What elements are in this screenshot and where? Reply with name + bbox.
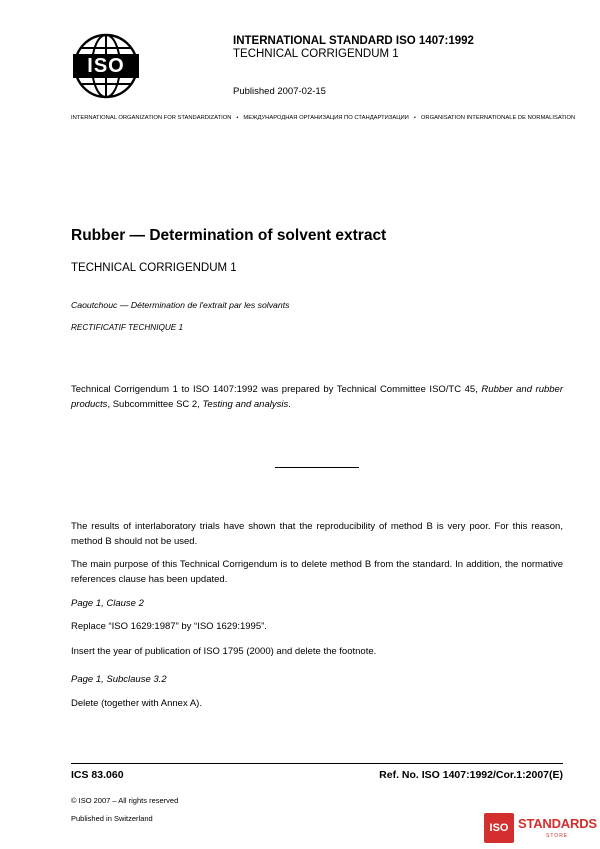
- standard-subtitle: TECHNICAL CORRIGENDUM 1: [233, 48, 399, 60]
- reference-number: Ref. No. ISO 1407:1992/Cor.1:2007(E): [379, 769, 563, 781]
- prep-text-c: .: [288, 399, 291, 410]
- iso-logo: [73, 33, 139, 99]
- instruction-insert: Insert the year of publication of ISO 1795 (2000) and delete the footnote.: [71, 646, 377, 657]
- section-heading-subclause-3-2: Page 1, Subclause 3.2: [71, 674, 167, 685]
- watermark-text: STANDARDS: [518, 816, 597, 831]
- iso-logo-text: ISO: [87, 55, 125, 77]
- watermark-badge: ISO: [484, 813, 514, 843]
- standards-store-watermark: [484, 813, 597, 843]
- instruction-replace: Replace “ISO 1629:1987” by “ISO 1629:1995”.: [71, 621, 267, 632]
- org-name-fr: ORGANISATION INTERNATIONALE DE NORMALISATION: [420, 115, 576, 121]
- preparation-paragraph: [71, 382, 563, 412]
- subcommittee-name: Testing and analysis: [202, 399, 289, 410]
- organization-names: [71, 115, 575, 121]
- prep-text-a: Technical Corrigendum 1 to ISO 1407:1992 was prepared by Technical Committee ISO/TC 45,: [71, 384, 482, 395]
- instruction-delete: Delete (together with Annex A).: [71, 698, 202, 709]
- watermark-sub: STORE: [546, 833, 569, 839]
- copyright-notice: © ISO 2007 – All rights reserved: [71, 796, 179, 805]
- footer-rule: [71, 763, 563, 764]
- standard-title: INTERNATIONAL STANDARD ISO 1407:1992: [233, 35, 474, 47]
- corrigendum-label-fr: RECTIFICATIF TECHNIQUE 1: [71, 323, 184, 332]
- published-date: Published 2007-02-15: [233, 86, 326, 97]
- corrigendum-label: TECHNICAL CORRIGENDUM 1: [71, 262, 237, 274]
- body-paragraph-2: The main purpose of this Technical Corrigendum is to delete method B from the standard. In addition, the normative references clause has been updated.: [71, 559, 563, 585]
- document-title: Rubber — Determination of solvent extract: [71, 227, 387, 244]
- body-paragraph-1: The results of interlaboratory trials have shown that the reproducibility of method B is very poor. For this reason, method B should not be used.: [71, 521, 563, 547]
- section-heading-clause-2: Page 1, Clause 2: [71, 598, 144, 609]
- center-divider: [275, 467, 359, 468]
- published-in: Published in Switzerland: [71, 814, 153, 823]
- committee-name: Rubber and rubber products: [71, 384, 564, 410]
- org-separator: •: [413, 115, 416, 121]
- org-separator: •: [236, 115, 239, 121]
- document-title-fr: Caoutchouc — Détermination de l'extrait par les solvants: [71, 300, 290, 310]
- prep-text-b: , Subcommittee SC 2,: [107, 399, 203, 410]
- ics-code: ICS 83.060: [71, 769, 124, 781]
- org-name-ru: МЕЖДУНАРОДНАЯ ОРГАНИЗАЦИЯ ПО СТАНДАРТИЗАЦИИ: [243, 115, 409, 121]
- org-name-en: INTERNATIONAL ORGANIZATION FOR STANDARDIZATION: [71, 115, 232, 121]
